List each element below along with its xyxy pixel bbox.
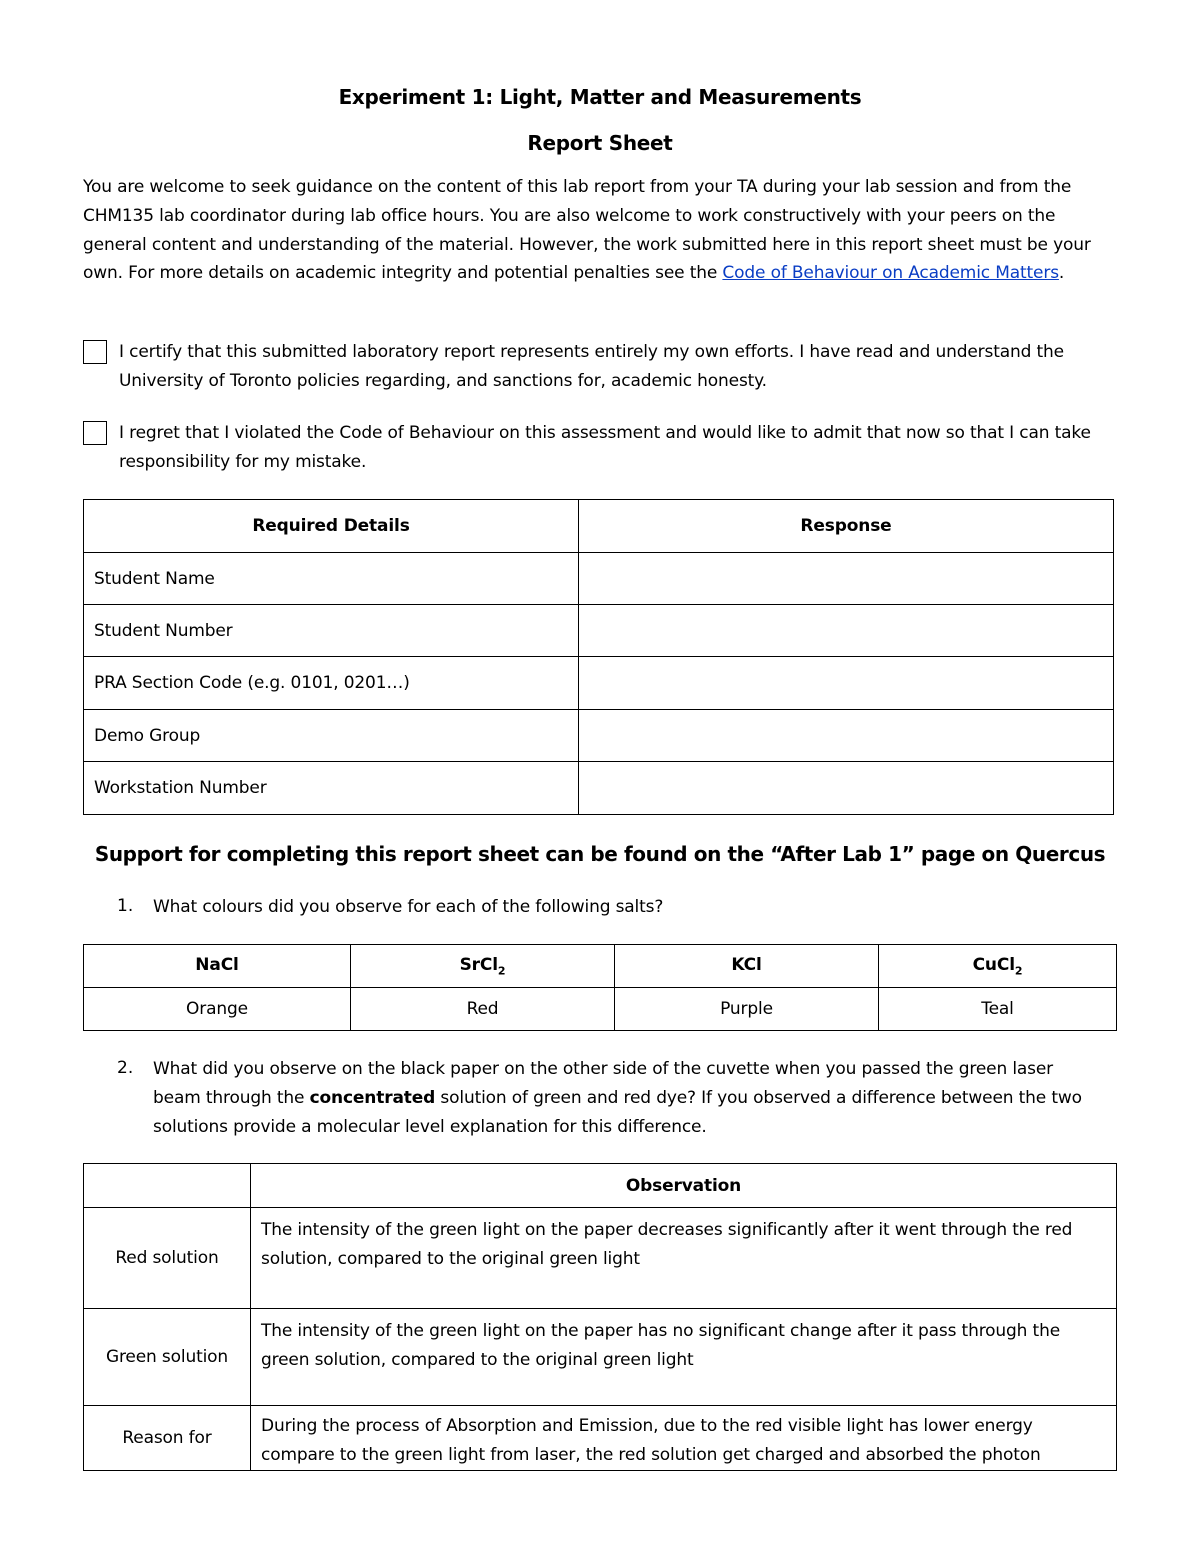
- document-title: Experiment 1: Light, Matter and Measurements: [338, 85, 862, 109]
- colour-cucl2: Teal: [879, 988, 1117, 1031]
- colour-srcl2: Red: [351, 988, 615, 1031]
- code-of-behaviour-link[interactable]: Code of Behaviour on Academic Matters: [722, 263, 1059, 284]
- details-header-row: [84, 500, 1114, 553]
- salt-header-kcl: [615, 945, 879, 988]
- table-row: [84, 553, 1114, 605]
- question-2-text-part1: What did you observe on the black paper on the other side of the cuvette when you passed the green laser beam through the: [153, 1059, 1054, 1108]
- intro-paragraph: [83, 173, 1123, 288]
- salt-name: NaCl: [195, 954, 239, 975]
- reason-explanation[interactable]: During the process of Absorption and Emission, due to the red visible light has lower energy compare to the green light from laser, the red solution get charged and absorbed the photon: [251, 1406, 1117, 1471]
- table-row: [84, 1208, 1117, 1309]
- table-row: [84, 1309, 1117, 1406]
- salt-header-cucl2: [879, 945, 1117, 988]
- regret-checkbox-label: [119, 419, 1109, 477]
- colour-nacl: Orange: [84, 988, 351, 1031]
- question-2-text-part2: solution of green and red dye? If you observed a difference between the two solutions provide a molecular level explanation for this difference.: [153, 1087, 1082, 1137]
- question-2-emphasis: concentrated: [309, 1087, 436, 1108]
- row-label-pra-section: PRA Section Code (e.g. 0101, 0201…): [84, 657, 579, 710]
- student-number-field[interactable]: [579, 605, 1114, 657]
- row-label-green-solution: Green solution: [84, 1309, 251, 1406]
- document-subtitle: Report Sheet: [527, 131, 673, 155]
- table-row: [84, 605, 1114, 657]
- student-name-field[interactable]: [579, 553, 1114, 605]
- row-label-reason-for: Reason for: [84, 1406, 251, 1471]
- certify-text: I certify that this submitted laboratory report represents entirely my own efforts. I have read and understand the University of Toronto policies regarding, and sanctions for, academic honesty.: [119, 342, 1064, 391]
- regret-checkbox[interactable]: [83, 421, 107, 445]
- salt-subscript: 2: [497, 964, 506, 978]
- workstation-number-field[interactable]: [579, 762, 1114, 815]
- question-2-number: 2.: [117, 1058, 134, 1078]
- salt-name: KCl: [731, 954, 762, 975]
- table-row: [84, 1406, 1117, 1471]
- green-solution-observation[interactable]: The intensity of the green light on the paper has no significant change after it pass through the green solution, compared to the original green light: [251, 1309, 1117, 1406]
- salt-header-srcl2: [351, 945, 615, 988]
- salts-colour-row: [84, 988, 1117, 1031]
- regret-text: I regret that I violated the Code of Behaviour on this assessment and would like to admit that now so that I can take responsibility for my mistake.: [119, 423, 1091, 472]
- colour-kcl: Purple: [615, 988, 879, 1031]
- row-label-student-number: Student Number: [84, 605, 579, 657]
- row-label-workstation: Workstation Number: [84, 762, 579, 815]
- certify-checkbox[interactable]: [83, 340, 107, 364]
- required-details-table: [83, 499, 1114, 815]
- observation-header: Observation: [251, 1164, 1117, 1208]
- salts-header-row: [84, 945, 1117, 988]
- header-response: Response: [579, 500, 1114, 553]
- demo-group-field[interactable]: [579, 710, 1114, 762]
- header-required-details: Required Details: [84, 500, 579, 553]
- certify-checkbox-label: [119, 338, 1119, 396]
- question-1-text: What colours did you observe for each of the following salts?: [153, 897, 664, 917]
- observation-header-row: [84, 1164, 1117, 1208]
- table-row: [84, 657, 1114, 710]
- observation-header-empty: [84, 1164, 251, 1208]
- table-row: [84, 762, 1114, 815]
- question-2-text: [153, 1055, 1098, 1141]
- pra-section-field[interactable]: [579, 657, 1114, 710]
- salt-colours-table: [83, 944, 1117, 1031]
- salt-subscript: 2: [1014, 964, 1023, 978]
- red-solution-observation[interactable]: The intensity of the green light on the paper decreases significantly after it went through the red solution, compared to the original green light: [251, 1208, 1117, 1309]
- salt-name: SrCl: [459, 954, 498, 975]
- intro-text: You are welcome to seek guidance on the content of this lab report from your TA during your lab session and from the CHM135 lab coordinator during lab office hours. You are also welcome to work constructively with your peers on the general content and understanding of the material. However, the work submitted here in this report sheet must be your own. For more details on academic integrity and potential penalties see the: [83, 177, 1091, 284]
- intro-end: .: [1058, 263, 1065, 284]
- row-label-red-solution: Red solution: [84, 1208, 251, 1309]
- salt-name: CuCl: [972, 954, 1015, 975]
- salt-header-nacl: [84, 945, 351, 988]
- support-heading: Support for completing this report sheet can be found on the “After Lab 1” page on Quercus: [94, 842, 1106, 866]
- question-1-number: 1.: [117, 896, 134, 916]
- observation-table: [83, 1163, 1117, 1471]
- row-label-student-name: Student Name: [84, 553, 579, 605]
- table-row: [84, 710, 1114, 762]
- row-label-demo-group: Demo Group: [84, 710, 579, 762]
